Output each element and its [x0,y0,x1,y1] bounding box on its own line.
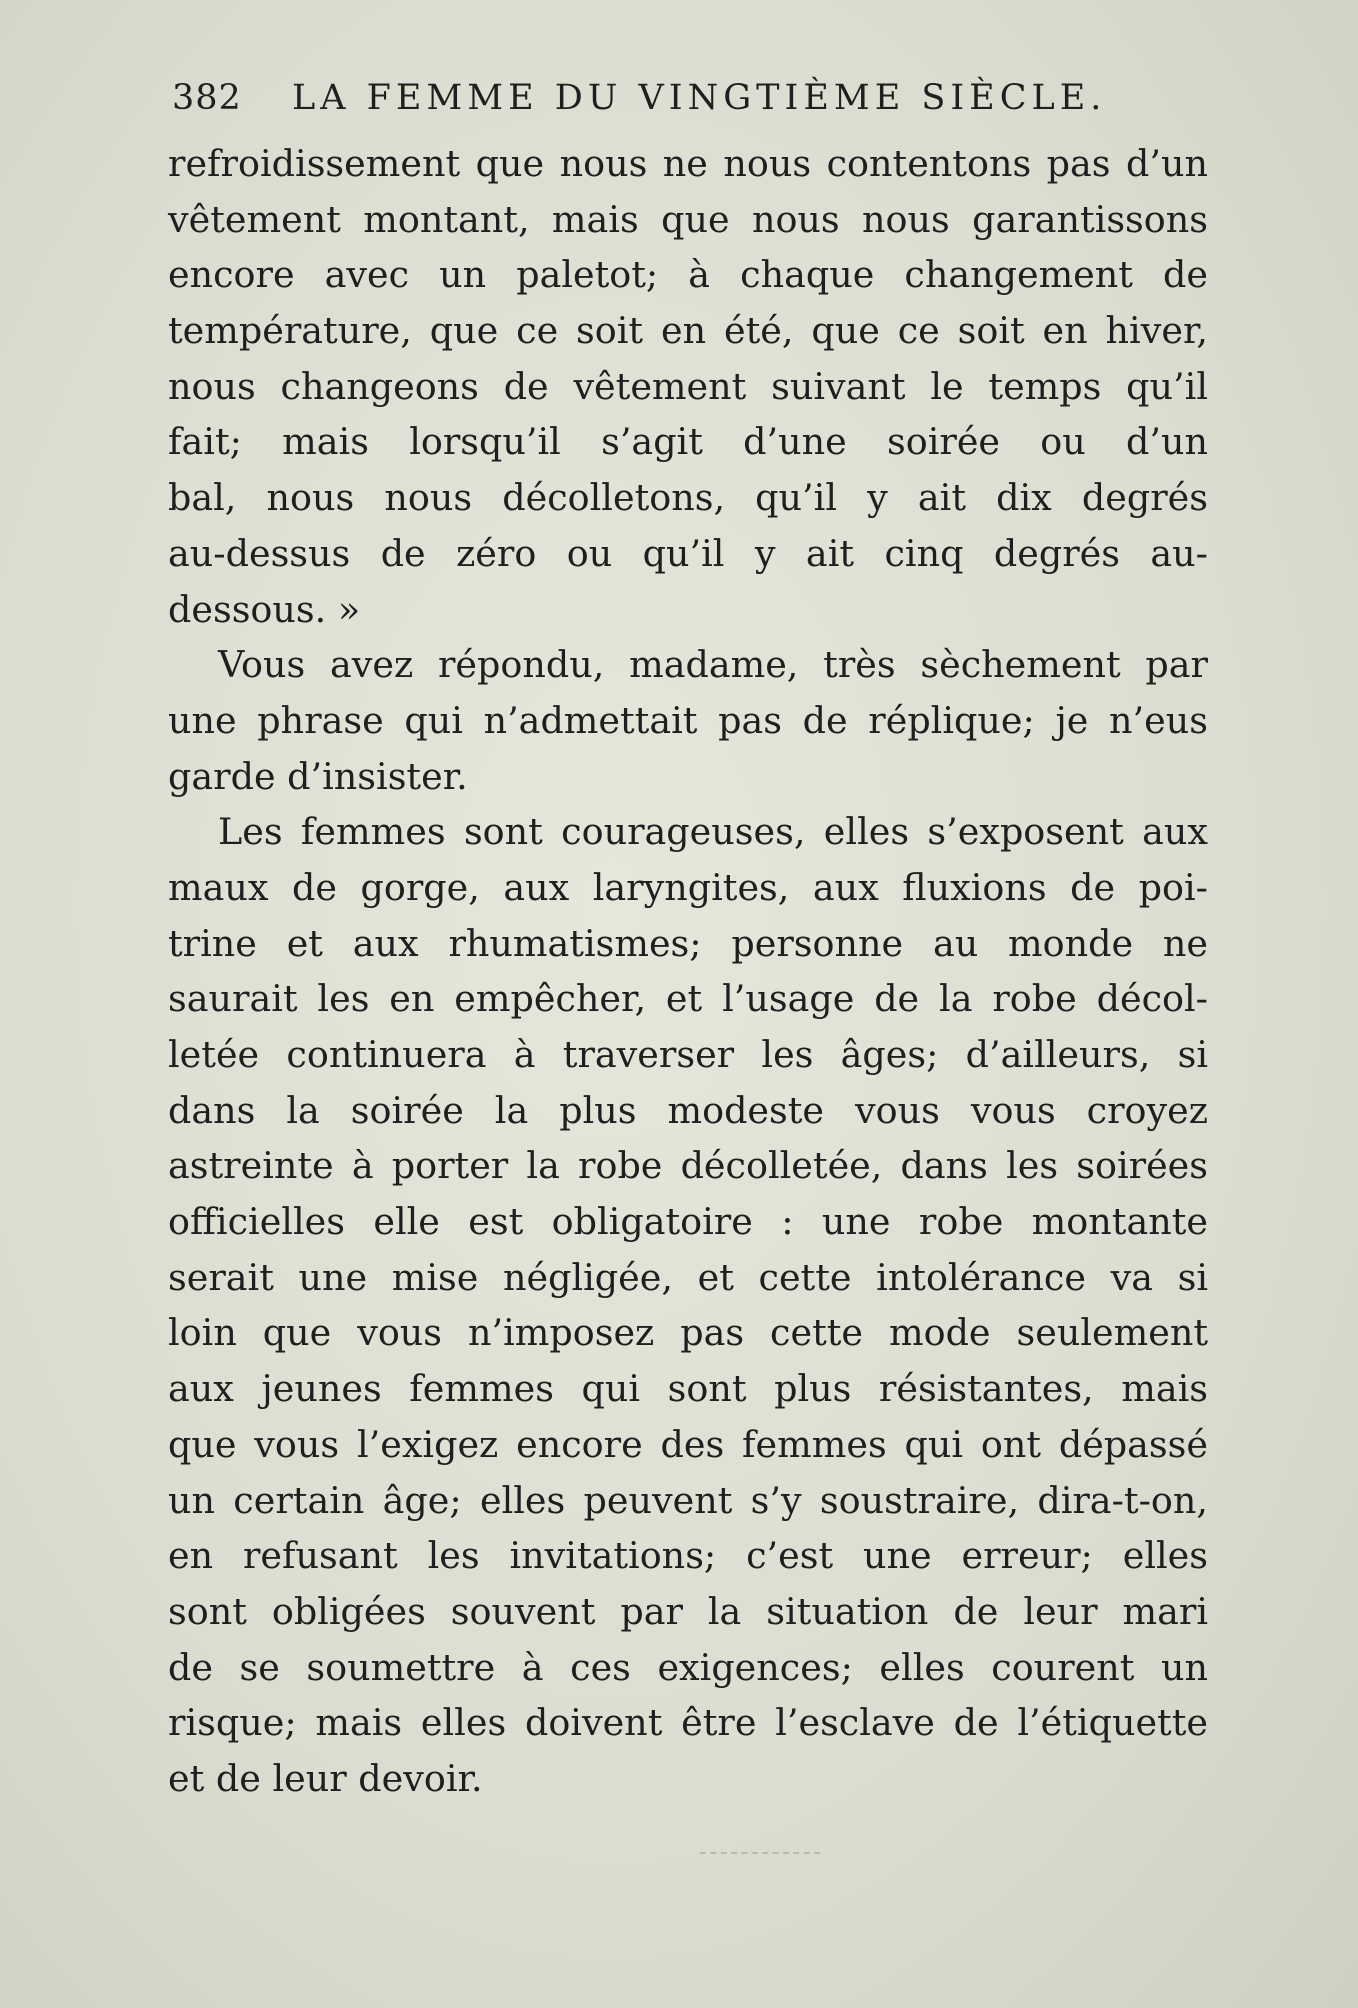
text-line: saurait les en empêcher, et l’usage de la robe décol- [168,977,1208,1021]
text-line: dans la soirée la plus modeste vous vous croyez [168,1088,1208,1132]
page-number: 382 [172,78,242,118]
running-head [172,78,1107,128]
text-line: loin que vous n’imposez pas cette mode seulement [168,1311,1208,1355]
text-line: au-dessus de zéro ou qu’il y ait cinq degrés au- [168,531,1208,575]
text-line: garde d’insister. [168,754,468,798]
text-line: serait une mise négligée, et cette intolérance va si [168,1255,1208,1299]
text-line: letée continuera à traverser les âges; d’ailleurs, si [168,1033,1208,1076]
text-line: bal, nous nous décolletons, qu’il y ait dix degrés [168,476,1208,520]
text-line: fait; mais lorsqu’il s’agit d’une soirée ou d’un [168,420,1208,464]
text-line: encore avec un paletot; à chaque changement de [168,253,1208,297]
text-line: Les femmes sont courageuses, elles s’exposent aux [218,810,1208,854]
text-line: que vous l’exigez encore des femmes qui ont dépassé [168,1422,1208,1466]
text-line: vêtement montant, mais que nous nous garantissons [168,197,1208,241]
text-line: maux de gorge, aux laryngites, aux fluxions de poi- [168,865,1208,909]
text-line: nous changeons de vêtement suivant le temps qu’il [168,364,1208,408]
text-line: un certain âge; elles peuvent s’y soustraire, dira-t-on, [168,1478,1208,1522]
text-line: de se soumettre à ces exigences; elles courent un [168,1645,1208,1689]
text-line: en refusant les invitations; c’est une erreur; elles [168,1534,1208,1578]
text-line: température, que ce soit en été, que ce soit en hiver, [168,309,1208,353]
text-line: dessous. » [168,587,361,631]
text-line: Vous avez répondu, madame, très sèchement par [218,643,1208,687]
body-text [168,136,1208,1807]
text-line: astreinte à porter la robe décolletée, dans les soirées [168,1144,1208,1188]
text-line: aux jeunes femmes qui sont plus résistantes, mais [168,1367,1208,1411]
running-title: LA FEMME DU VINGTIÈME SIÈCLE. [291,78,1107,118]
footer-mark [700,1852,820,1856]
text-line: une phrase qui n’admettait pas de réplique; je n’eus [168,698,1208,742]
text-line: sont obligées souvent par la situation de leur mari [168,1589,1208,1633]
text-line: officielles elle est obligatoire : une robe montante [168,1200,1208,1244]
text-line: et de leur devoir. [168,1756,483,1800]
text-line: trine et aux rhumatismes; personne au monde ne [168,921,1208,965]
text-line: refroidissement que nous ne nous contentons pas d’un [168,142,1208,185]
text-line: risque; mais elles doivent être l’esclave de l’étiquette [168,1701,1208,1745]
